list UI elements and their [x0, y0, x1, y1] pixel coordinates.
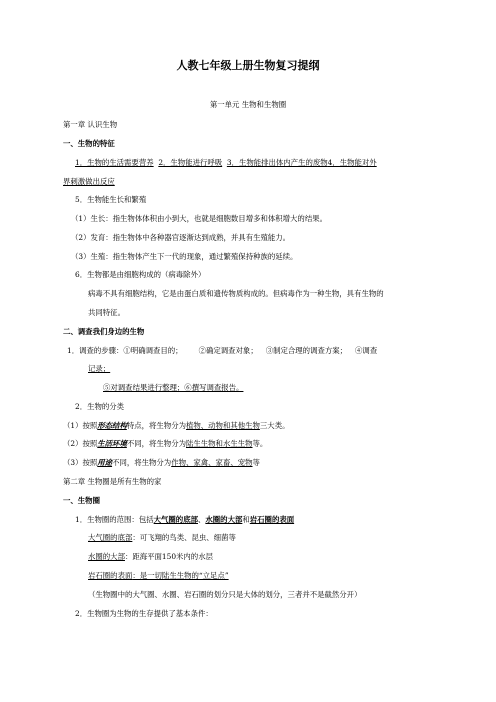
chapter-2-heading: 第二章 生物圈是所有生物的家: [63, 477, 162, 486]
c1-keyword: 形态结构: [97, 421, 127, 430]
c1-groups: 植物、动物和其他生物: [185, 421, 260, 430]
c3-groups: 作物、家禽、家畜、宠物: [171, 458, 253, 467]
feature-nutrition: 1．生物的生活需要营养: [75, 158, 154, 167]
biosphere-note: （生物圈中的大气圈、水圈、岩石圈的划分只是大体的划分，三者并不是截然分开）: [88, 590, 362, 599]
classification-by-environment: [63, 439, 267, 449]
hydrosphere-major: [88, 552, 213, 562]
survey-steps-line-3: ⑤对调查结果进行整理；⑥撰写调查报告。: [103, 383, 244, 392]
survey-step-2: ②确定调查对象；: [198, 346, 258, 355]
c1-middle: 特点，将生物分为: [126, 421, 186, 430]
lithosphere-label: 岩石圈的表面: [88, 571, 133, 580]
classification-by-form: [63, 421, 289, 431]
c2-keyword: 生活环境: [97, 439, 127, 448]
c3-prefix: （3）按照: [63, 458, 98, 467]
biosphere-range: [75, 515, 294, 525]
c1-prefix: （1）按照: [63, 421, 98, 430]
atmosphere-bottom: [88, 533, 236, 543]
survey-steps-line-1: [67, 346, 377, 356]
section-heading-survey: 二、调查我们身边的生物: [63, 327, 145, 336]
c2-prefix: （2）按照: [63, 439, 98, 448]
unit-heading: 第一单元 生物和生物圈: [209, 100, 287, 109]
c3-keyword: 用途: [97, 458, 113, 467]
development-definition: （2）发育：指生物体中各种器官逐渐达到成熟，并具有生殖能力。: [71, 233, 291, 242]
chapter-1-heading: 第一章 认识生物: [63, 120, 118, 129]
feature-line-1: [75, 158, 377, 168]
feature-respiration: 2．生物能进行呼吸: [158, 158, 223, 167]
c2-suffix: 等。: [252, 439, 268, 448]
feature-cells: 6．生物都是由细胞构成的（病毒除外）: [75, 270, 206, 279]
survey-step-4: ④调查: [355, 346, 378, 355]
c3-suffix: 等: [252, 458, 260, 467]
c2-groups: 陆生生物和水生生物: [185, 439, 253, 448]
classification-heading: 2．生物的分类: [75, 402, 125, 411]
c3-middle: 不同，将生物分为: [112, 458, 172, 467]
feature-growth: 5．生物能生长和繁殖: [75, 195, 147, 204]
range-sep: 、: [197, 515, 206, 524]
document-title: 人教七年级上册生物复习提纲: [176, 59, 320, 72]
atmosphere-label: 大气圈的底部: [88, 533, 133, 542]
hydrosphere-desc: ：距海平面150米内的水层: [124, 552, 213, 561]
growth-definition: （1）生长：指生物体体积由小到大，也就是细胞数目增多和体积增大的结果。: [71, 214, 327, 223]
section-heading-features: 一、生物的特征: [63, 139, 115, 148]
atmosphere-desc: ：可飞翔的鸟类、昆虫、细菌等: [132, 533, 236, 542]
c2-middle: 不同，将生物分为: [126, 439, 186, 448]
hydrosphere-label: 水圈的大部: [88, 552, 125, 561]
survey-steps-line-2: 记录；: [88, 364, 111, 373]
feature-excretion: 3．生物能排出体内产生的废物: [226, 158, 328, 167]
feature-response-end: 界刺激做出反应: [63, 177, 115, 186]
classification-by-use: [63, 458, 260, 468]
feature-response-start: 4．生物能对外: [327, 158, 377, 167]
range-atmosphere: 大气圈的底部: [153, 515, 198, 524]
feature-line-2: [63, 177, 115, 187]
c1-suffix: 三大类。: [259, 421, 290, 430]
reproduction-definition: （3）生殖：指生物体产生下一代的现象，通过繁殖保持种族的延续。: [71, 252, 298, 261]
survey-step-3: ③制定合理的调查方案；: [265, 346, 348, 355]
range-hydrosphere: 水圈的大部: [205, 515, 243, 524]
biosphere-conditions: 2．生物圈为生物的生存提供了基本条件：: [75, 609, 213, 618]
section-heading-biosphere: 一、生物圈: [63, 496, 100, 505]
virus-note-line-2: 共同特征。: [88, 308, 125, 317]
range-prefix: 1．生物圈的范围：包括: [75, 515, 154, 524]
range-lithosphere: 岩石圈的表面: [249, 515, 295, 524]
lithosphere-surface: [88, 571, 229, 581]
survey-step-1: 1．调查的步骤：①明确调查目的；: [67, 346, 183, 355]
range-and: 和: [242, 515, 250, 524]
virus-note-line-1: 病毒不具有细胞结构，它是由蛋白质和遗传物质构成的。但病毒作为一种生物，具有生物的: [88, 289, 384, 298]
lithosphere-desc: ：是一切陆生生物的“立足点”: [132, 571, 229, 580]
